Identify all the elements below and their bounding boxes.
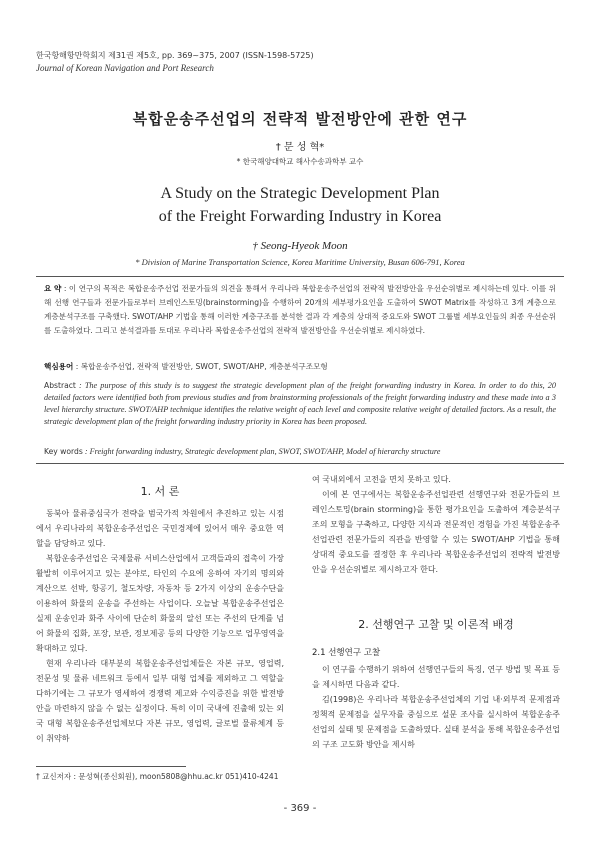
abstract-en-text: : The purpose of this study is to suggest the strategic development plan of the freight forwarding industry in Korea. In order to do this, 20 detailed factors were identified both from previous studies and from brainstorming professionals of the freight forwarding industry and these made into a 3 level hierarchy structure. SWOT/AHP technique identifies the relative weight of each level and composite relative weight of detailed factors. As a result, the strategic development plan of the freight forwarding industry priority in Korea has been proposed. [44,381,556,426]
abstract-ko-text: : 이 연구의 목적은 복합운송주선업 전문가들의 의견을 통해서 우리나라 복합운송주선업의 전략적 발전방안을 우선순위별로 제시하는데 있다. 이를 위해 선행 연구들과 전문가들로부터 브레인스토밍(brainstorming)을 수행하여 20개의 세부평가요인을 도출하여 SWOT Matrix를 작성하고 3개 계층으로 계층분석구조를 구축했다. SWOT/AHP 기법을 통해 이러한 계층구조를 분석한 결과 각 계층의 상대적 중요도와 SWOT 그룹별 세부요인들의 최종 우선순위를 도출하였다. 그리고 분석결과를 토대로 우리나라 복합운송주선업의 전략적 발전방안을 우선순위별로 제시하였다. [44,284,556,335]
keywords-en [44,447,556,456]
paper-title-en-line2: of the Freight Forwarding Industry in Korea [158,208,442,225]
right-column-bottom [312,662,560,752]
page-number: - 369 - [283,803,317,814]
keywords-ko [44,361,556,372]
right-paragraph-3: 이 연구를 수행하기 위하여 선행연구들의 특징, 연구 방법 및 목표 등을 제시하면 다음과 같다. [312,665,560,689]
author-ko: † 문 성 혁* [275,142,325,153]
divider-bottom [36,463,564,464]
abstract-ko [44,282,556,338]
keywords-en-text: : Freight forwarding industry, Strategic development plan, SWOT, SWOT/AHP, Model of hierarchy structure [82,447,441,456]
subsection-2-1-heading: 2.1 선행연구 고찰 [312,648,381,658]
section-2-heading: 2. 선행연구 고찰 및 이론적 배경 [358,618,514,631]
section-1-paragraph-2: 복합운송주선업은 국제물류 서비스산업에서 고객들과의 접촉이 가장 활발히 이루어지고 있는 분야로, 타인의 수요에 응하여 자기의 명의와 계산으로 선박, 항공기, 철도차량, 자동차 등 2가지 이상의 운송수단을 이용하여 화물의 운송을 주선하는 사업이다. 오늘날 복합운송주선업은 실제 운송인과 화주 사이에 단순히 화물의 알선 또는 주선의 단계를 넘어 화물의 집화, 포장, 보관, 정보제공 등의 다양한 기능으로 업무영역을 확대하고 있다. [36,554,284,653]
section-1-paragraph-1: 동북아 물류중심국가 전략을 범국가적 차원에서 추진하고 있는 시점에서 우리나라의 복합운송주선업은 국민경제에 있어서 매우 중요한 역할을 담당하고 있다. [36,509,284,548]
affiliation-en: * Division of Marine Transportation Science, Korea Maritime University, Busan 606-791, Korea [135,257,465,267]
journal-header-ko: 한국항해항만학회지 제31권 제5호, pp. 369~375, 2007 (ISSN-1598-5725) [36,51,314,60]
divider-top [36,276,564,277]
journal-header [36,50,314,74]
abstract-ko-label: 요 약 [44,284,62,293]
paper-title-en-line1: A Study on the Strategic Development Plan [160,185,440,202]
right-paragraph-4: 김(1998)은 우리나라 복합운송주선업체의 기업 내·외부적 문제점과 정책적 문제점을 실무자를 중심으로 설문 조사를 실시하여 복합운송주선업의 실태 및 문제점을 도출하였다. 실태 분석을 통해 복합운송주선업의 구조 고도화 방안을 제시하 [312,695,560,749]
footnote-divider [36,766,186,767]
author-en: † Seong-Hyeok Moon [252,240,348,252]
section-1-paragraph-3: 현재 우리나라 대부분의 복합운송주선업체들은 자본 규모, 영업력, 전문성 및 물류 네트워크 등에서 일부 대형 업체를 제외하고 그 역할을 다하기에는 그 규모가 영세하여 경쟁력 제고와 수익증진을 위한 발전방안을 마련하지 않을 수 없는 실정이다. 특히 이미 국내에 진출해 있는 외국 대형 복합운송주선업체보다 자본 규모, 영업력, 글로벌 물류체계 등이 취약하 [36,659,284,743]
abstract-en-label: Abstract [44,381,76,390]
right-paragraph-2: 이에 본 연구에서는 복합운송주선업관련 선행연구와 전문가들의 브레인스토밍(brain storming)을 통한 평가요인을 도출하여 계층분석구조의 모형을 구축하고, 다양한 지식과 전문적인 경험을 가진 복합운송주선업관련 전문가들의 직관을 반영할 수 있는 SWOT/AHP 기법을 통해 상대적 중요도를 결정한 후 우리나라 복합운송주선업의 전략적 발전방안을 우선순위별로 제시하고자 한다. [312,490,560,574]
paper-title-en [0,182,600,228]
abstract-en [44,380,556,428]
affiliation-ko: * 한국해양대학교 해사수송과학부 교수 [236,157,364,166]
keywords-ko-text: : 복합운송주선업, 전략적 발전방안, SWOT, SWOT/AHP, 계층분석구조모형 [73,362,328,371]
footnote: † 교신저자 : 문성혁(종신회원), moon5808@hhu.ac.kr 051)410-4241 [36,772,279,781]
keywords-ko-label: 핵심용어 [44,362,74,371]
left-column [36,506,284,746]
right-paragraph-continued: 여 국내외에서 고전을 면치 못하고 있다. [312,475,451,484]
section-1-heading: 1. 서 론 [140,485,180,498]
paper-title-ko: 복합운송주선업의 전략적 발전방안에 관한 연구 [132,110,468,128]
journal-header-en: Journal of Korean Navigation and Port Research [36,63,214,73]
keywords-en-label: Key words [44,447,83,456]
right-column-top [312,472,560,577]
